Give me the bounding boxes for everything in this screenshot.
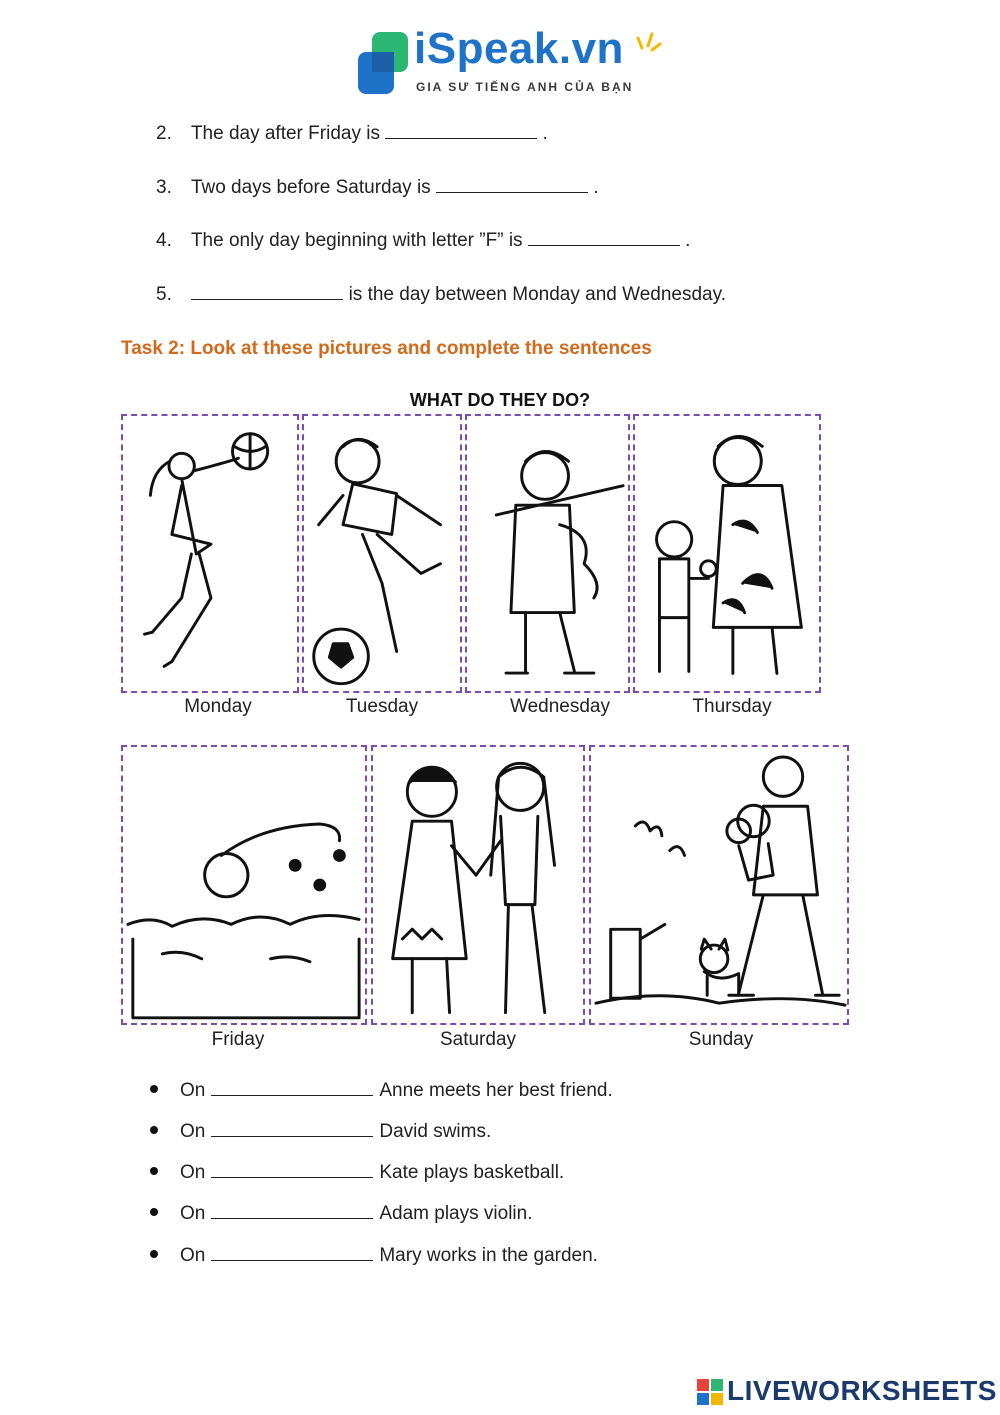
question-text: The only day beginning with letter ”F” is [190, 230, 523, 251]
boy-swimming-icon [123, 747, 365, 1023]
bullet-icon [150, 1208, 158, 1216]
question-number: 4. [156, 230, 172, 251]
sentence-on: On [180, 1245, 206, 1266]
question-5 [156, 283, 726, 306]
question-text-end: . [593, 177, 599, 198]
question-3 [156, 176, 599, 199]
bullet-icon [150, 1126, 158, 1134]
question-2 [156, 122, 548, 145]
task-2-heading: Task 2: Look at these pictures and complete the sentences [121, 338, 652, 359]
sentence-on: On [180, 1203, 206, 1224]
sentence-4 [150, 1202, 532, 1225]
picture-violin [465, 414, 630, 693]
question-text-end: . [542, 123, 548, 144]
picture-football [302, 414, 462, 693]
spark-icon [636, 30, 662, 56]
caption-tuesday: Tuesday [345, 696, 419, 717]
answer-blank[interactable] [385, 122, 537, 139]
logo-brand-text: iSpeak.vn [414, 24, 624, 73]
question-number: 2. [156, 123, 172, 144]
answer-blank[interactable] [211, 1079, 373, 1096]
sentence-on: On [180, 1080, 206, 1101]
logo-tagline: GIA SƯ TIẾNG ANH CỦA BẠN [416, 80, 634, 94]
caption-friday: Friday [211, 1029, 265, 1050]
picture-swimming [121, 745, 367, 1025]
question-text-end: is the day between Monday and Wednesday. [348, 284, 726, 305]
caption-thursday: Thursday [692, 696, 772, 717]
sentence-text: Adam plays violin. [379, 1203, 533, 1224]
sentence-1 [150, 1079, 613, 1102]
picture-basketball [121, 414, 299, 693]
caption-sunday: Sunday [688, 1029, 754, 1050]
sentence-text: David swims. [379, 1121, 492, 1142]
question-number: 5. [156, 284, 172, 305]
liveworksheets-text: LIVEWORKSHEETS [727, 1375, 997, 1406]
pictures-title: WHAT DO THEY DO? [409, 390, 591, 410]
picture-flower-gift [633, 414, 821, 693]
boy-giving-flower-icon [635, 416, 819, 691]
children-handshake-icon [373, 747, 583, 1023]
bullet-icon [150, 1250, 158, 1258]
ispeak-logo [356, 24, 666, 100]
sentence-text: Mary works in the garden. [379, 1245, 598, 1266]
question-text: Two days before Saturday is [190, 177, 431, 198]
question-number: 3. [156, 177, 172, 198]
answer-blank[interactable] [436, 176, 588, 193]
answer-blank[interactable] [191, 283, 343, 300]
picture-garden [589, 745, 849, 1025]
answer-blank[interactable] [211, 1161, 373, 1178]
sentence-2 [150, 1120, 491, 1143]
answer-blank[interactable] [211, 1244, 373, 1261]
caption-wednesday: Wednesday [510, 696, 610, 717]
answer-blank[interactable] [211, 1120, 373, 1137]
sentence-text: Kate plays basketball. [379, 1162, 565, 1183]
boy-violin-icon [467, 416, 628, 691]
picture-handshake [371, 745, 585, 1025]
bullet-icon [150, 1167, 158, 1175]
bullet-icon [150, 1085, 158, 1093]
ispeak-logo-mark-icon [356, 30, 412, 96]
sentence-text: Anne meets her best friend. [379, 1080, 613, 1101]
boy-football-icon [304, 416, 460, 691]
question-text-end: . [685, 230, 691, 251]
girl-basketball-icon [123, 416, 297, 691]
liveworksheets-logo-icon [697, 1379, 723, 1405]
question-4 [156, 229, 690, 252]
question-text: The day after Friday is [190, 123, 380, 144]
answer-blank[interactable] [528, 229, 680, 246]
answer-blank[interactable] [211, 1202, 373, 1219]
sentence-3 [150, 1161, 564, 1184]
sentence-on: On [180, 1121, 206, 1142]
caption-saturday: Saturday [439, 1029, 517, 1050]
liveworksheets-footer [697, 1375, 997, 1415]
sentence-5 [150, 1244, 598, 1267]
sentence-on: On [180, 1162, 206, 1183]
girl-gardening-icon [591, 747, 847, 1023]
caption-monday: Monday [184, 696, 252, 717]
